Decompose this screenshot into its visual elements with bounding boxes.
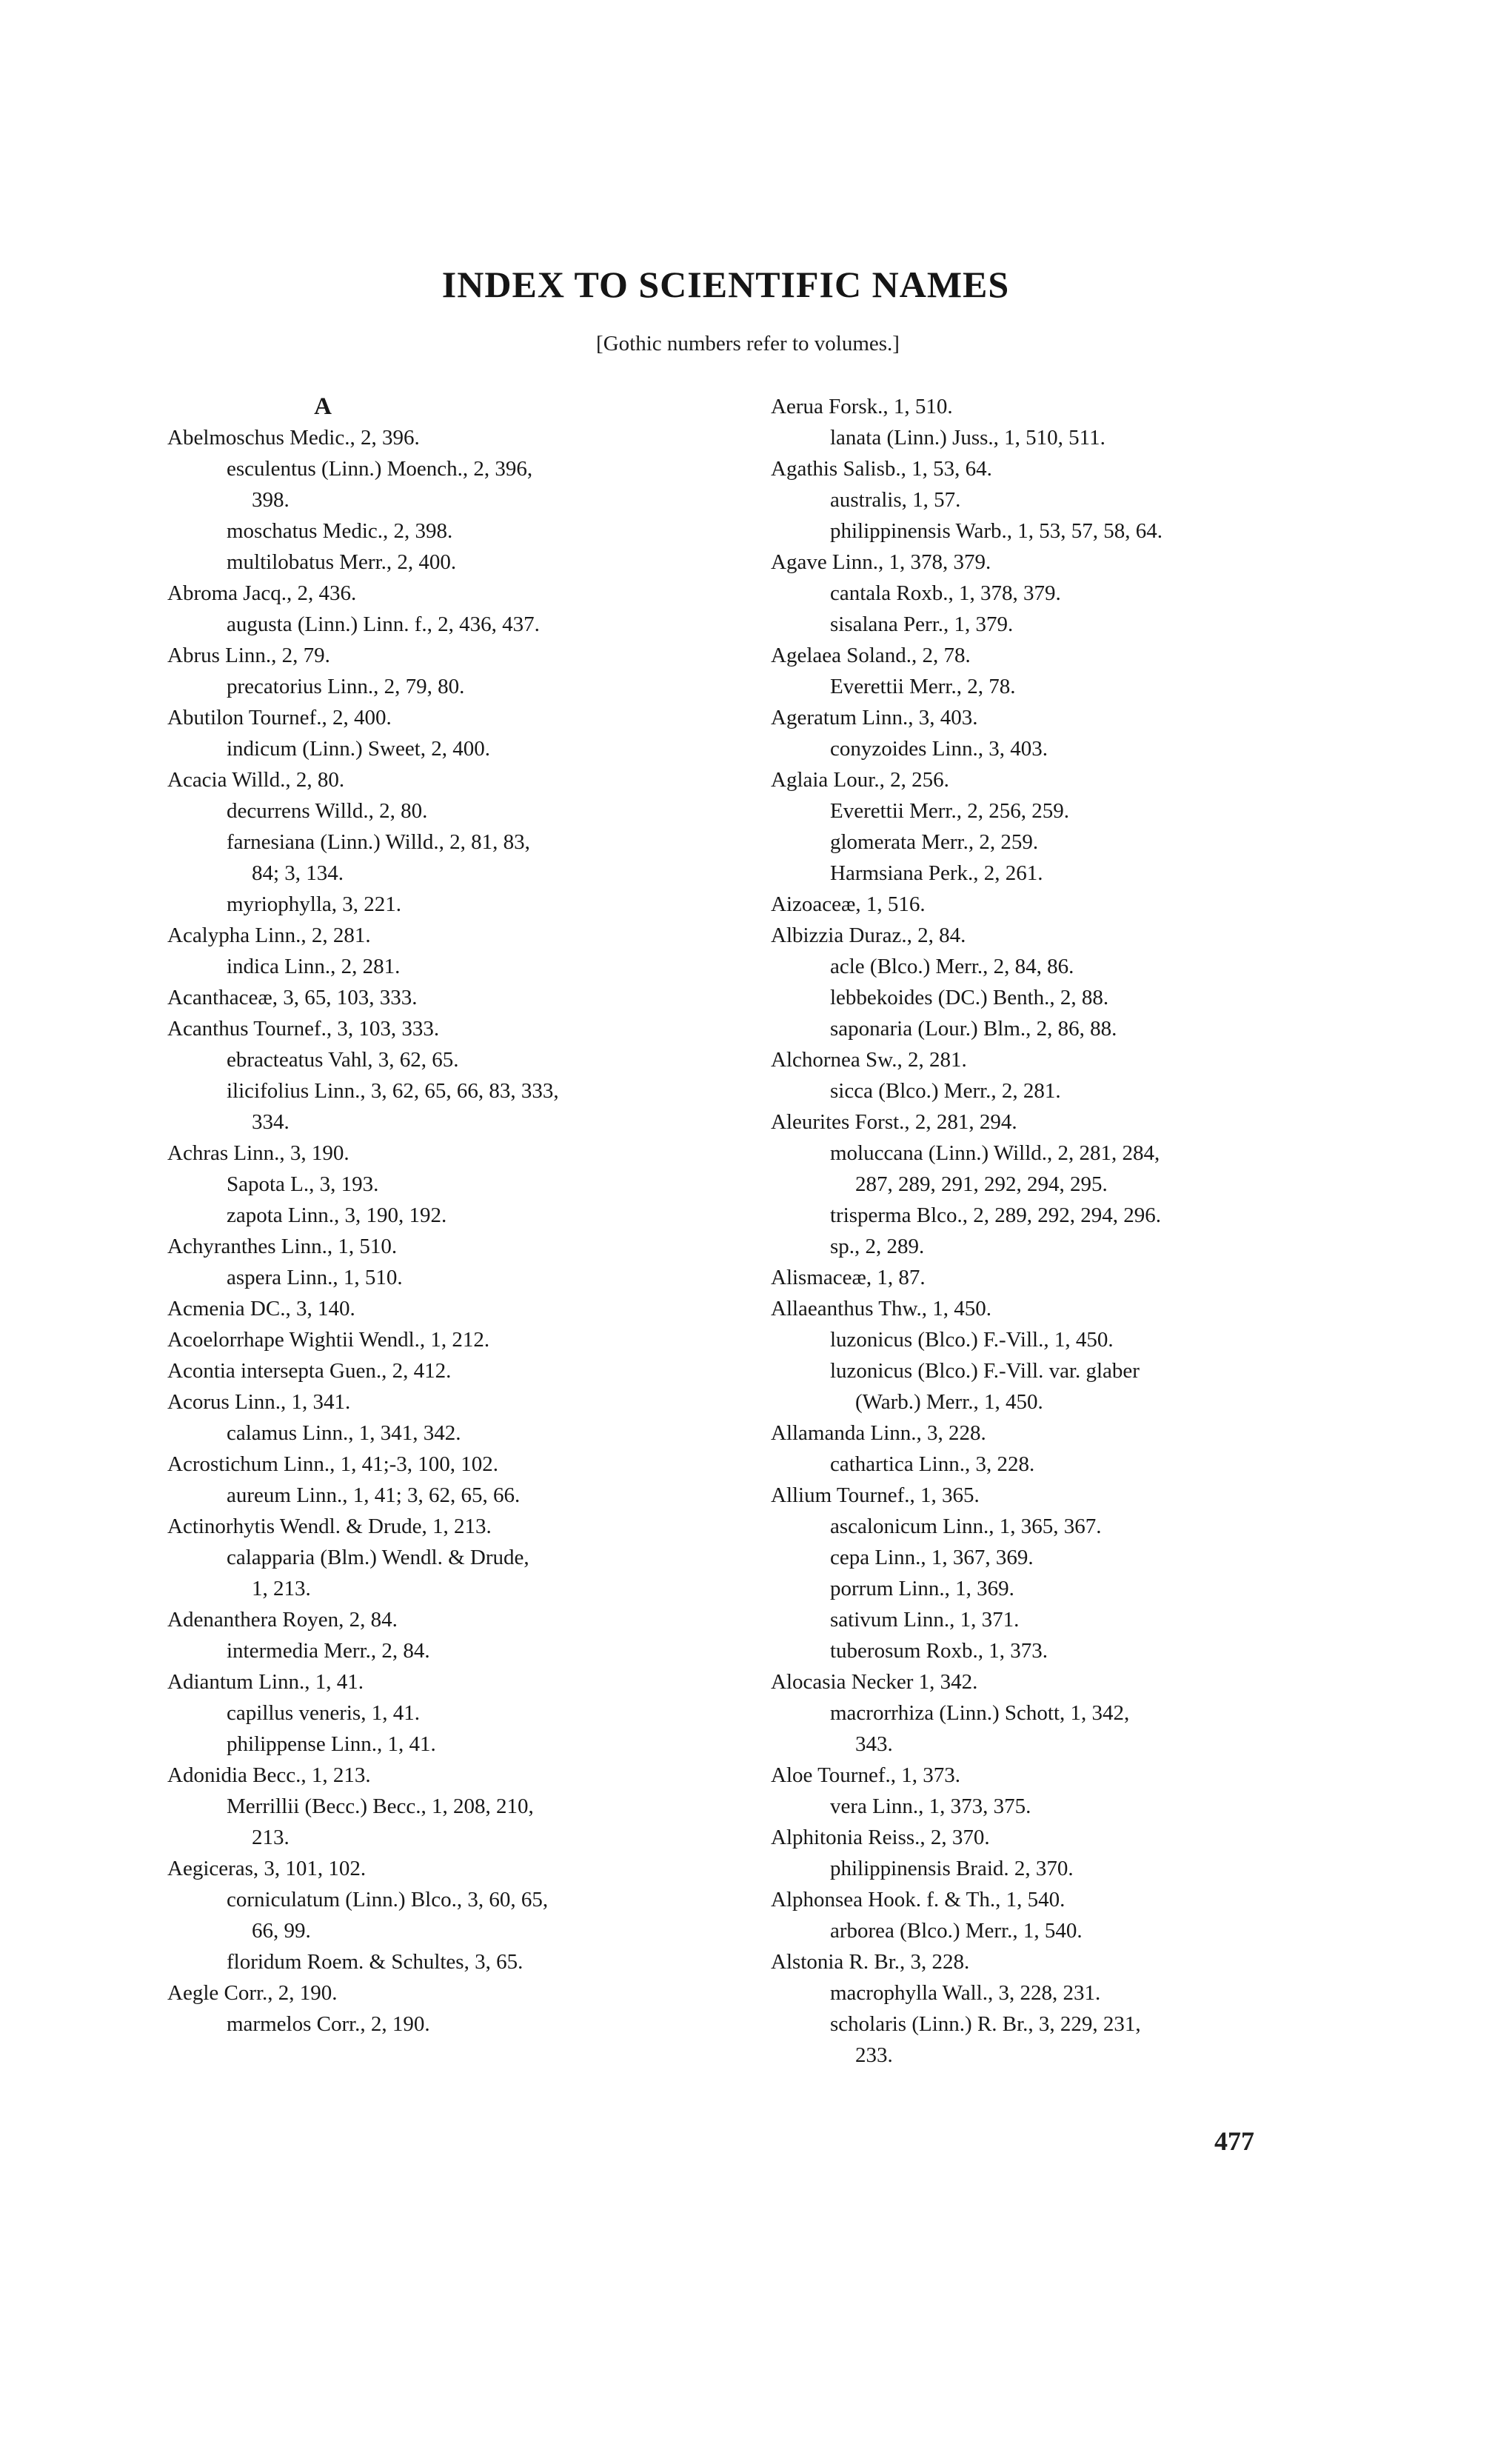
index-entry: Abrus Linn., 2, 79. — [167, 644, 330, 667]
index-entry: Acoelorrhape Wightii Wendl., 1, 212. — [167, 1328, 490, 1352]
index-entry: Aizoaceæ, 1, 516. — [771, 892, 926, 916]
index-entry: Alphonsea Hook. f. & Th., 1, 540. — [771, 1888, 1066, 1912]
index-subentry: Harmsiana Perk., 2, 261. — [830, 861, 1043, 885]
index-entry: Abroma Jacq., 2, 436. — [167, 581, 357, 605]
index-entry: Acrostichum Linn., 1, 41;-3, 100, 102. — [167, 1452, 499, 1476]
index-subentry: indicum (Linn.) Sweet, 2, 400. — [227, 737, 491, 761]
index-entry: Abutilon Tournef., 2, 400. — [167, 706, 392, 729]
page-number: 477 — [1214, 2126, 1254, 2156]
index-subentry: marmelos Corr., 2, 190. — [227, 2012, 430, 2036]
index-continuation: 84; 3, 134. — [252, 861, 344, 885]
index-subentry: precatorius Linn., 2, 79, 80. — [227, 675, 465, 698]
index-subentry: corniculatum (Linn.) Blco., 3, 60, 65, — [227, 1888, 549, 1912]
index-column-right — [771, 391, 1378, 2071]
section-letter: A — [314, 393, 332, 420]
page-subtitle: [Gothic numbers refer to volumes.] — [596, 332, 900, 355]
index-subentry: indica Linn., 2, 281. — [227, 955, 401, 978]
index-subentry: sp., 2, 289. — [830, 1235, 925, 1258]
index-subentry: esculentus (Linn.) Moench., 2, 396, — [227, 457, 533, 481]
index-entry: Actinorhytis Wendl. & Drude, 1, 213. — [167, 1515, 492, 1538]
index-subentry: moluccana (Linn.) Willd., 2, 281, 284, — [830, 1141, 1160, 1165]
index-subentry: australis, 1, 57. — [830, 488, 961, 512]
index-subentry: decurrens Willd., 2, 80. — [227, 799, 428, 823]
index-subentry: myriophylla, 3, 221. — [227, 892, 402, 916]
index-subentry: macrorrhiza (Linn.) Schott, 1, 342, — [830, 1701, 1130, 1725]
index-entry: Aegle Corr., 2, 190. — [167, 1981, 338, 2005]
index-entry: Allamanda Linn., 3, 228. — [771, 1421, 986, 1445]
index-subentry: ebracteatus Vahl, 3, 62, 65. — [227, 1048, 459, 1072]
index-continuation: 343. — [855, 1732, 893, 1756]
index-subentry: cepa Linn., 1, 367, 369. — [830, 1546, 1034, 1569]
index-subentry: saponaria (Lour.) Blm., 2, 86, 88. — [830, 1017, 1117, 1041]
index-subentry: Everettii Merr., 2, 78. — [830, 675, 1016, 698]
index-entry: Albizzia Duraz., 2, 84. — [771, 924, 966, 947]
index-subentry: moschatus Medic., 2, 398. — [227, 519, 453, 543]
index-entry: Acanthaceæ, 3, 65, 103, 333. — [167, 986, 418, 1009]
index-subentry: calapparia (Blm.) Wendl. & Drude, — [227, 1546, 529, 1569]
index-entry: Alchornea Sw., 2, 281. — [771, 1048, 967, 1072]
index-subentry: cantala Roxb., 1, 378, 379. — [830, 581, 1061, 605]
index-entry: Acalypha Linn., 2, 281. — [167, 924, 371, 947]
index-entry: Alphitonia Reiss., 2, 370. — [771, 1826, 990, 1849]
index-entry: Abelmoschus Medic., 2, 396. — [167, 426, 420, 450]
index-subentry: tuberosum Roxb., 1, 373. — [830, 1639, 1048, 1663]
page-title: INDEX TO SCIENTIFIC NAMES — [441, 264, 1010, 305]
index-continuation: 66, 99. — [252, 1919, 311, 1943]
index-subentry: intermedia Merr., 2, 84. — [227, 1639, 430, 1663]
index-entry: Adonidia Becc., 1, 213. — [167, 1763, 371, 1787]
index-column-left — [167, 391, 767, 2040]
index-entry: Alstonia R. Br., 3, 228. — [771, 1950, 970, 1974]
index-entry: Ageratum Linn., 3, 403. — [771, 706, 978, 729]
index-subentry: porrum Linn., 1, 369. — [830, 1577, 1014, 1600]
index-subentry: luzonicus (Blco.) F.-Vill. var. glaber — [830, 1359, 1140, 1383]
index-continuation: 233. — [855, 2043, 893, 2067]
index-subentry: augusta (Linn.) Linn. f., 2, 436, 437. — [227, 612, 540, 636]
index-entry: Aerua Forsk., 1, 510. — [771, 395, 953, 418]
index-subentry: Sapota L., 3, 193. — [227, 1172, 379, 1196]
index-entry: Agelaea Soland., 2, 78. — [771, 644, 971, 667]
index-entry: Achyranthes Linn., 1, 510. — [167, 1235, 398, 1258]
index-entry: Alismaceæ, 1, 87. — [771, 1266, 926, 1289]
index-entry: Aleurites Forst., 2, 281, 294. — [771, 1110, 1017, 1134]
index-continuation: 398. — [252, 488, 290, 512]
index-subentry: lebbekoides (DC.) Benth., 2, 88. — [830, 986, 1109, 1009]
index-continuation: 334. — [252, 1110, 290, 1134]
index-subentry: cathartica Linn., 3, 228. — [830, 1452, 1035, 1476]
index-subentry: multilobatus Merr., 2, 400. — [227, 550, 457, 574]
index-entry: Allaeanthus Thw., 1, 450. — [771, 1297, 992, 1321]
index-entry: Acacia Willd., 2, 80. — [167, 768, 345, 792]
index-entry: Aloe Tournef., 1, 373. — [771, 1763, 960, 1787]
index-continuation: 1, 213. — [252, 1577, 311, 1600]
index-subentry: Merrillii (Becc.) Becc., 1, 208, 210, — [227, 1794, 534, 1818]
index-subentry: glomerata Merr., 2, 259. — [830, 830, 1039, 854]
index-subentry: sisalana Perr., 1, 379. — [830, 612, 1014, 636]
index-entry: Agathis Salisb., 1, 53, 64. — [771, 457, 992, 481]
index-subentry: philippense Linn., 1, 41. — [227, 1732, 436, 1756]
index-entry: Aglaia Lour., 2, 256. — [771, 768, 949, 792]
index-subentry: scholaris (Linn.) R. Br., 3, 229, 231, — [830, 2012, 1141, 2036]
index-subentry: lanata (Linn.) Juss., 1, 510, 511. — [830, 426, 1105, 450]
index-subentry: farnesiana (Linn.) Willd., 2, 81, 83, — [227, 830, 530, 854]
index-subentry: aspera Linn., 1, 510. — [227, 1266, 403, 1289]
index-entry: Acmenia DC., 3, 140. — [167, 1297, 355, 1321]
index-continuation: (Warb.) Merr., 1, 450. — [855, 1390, 1043, 1414]
index-subentry: acle (Blco.) Merr., 2, 84, 86. — [830, 955, 1074, 978]
index-subentry: vera Linn., 1, 373, 375. — [830, 1794, 1031, 1818]
index-continuation: 213. — [252, 1826, 290, 1849]
index-entry: Allium Tournef., 1, 365. — [771, 1483, 980, 1507]
index-entry: Acorus Linn., 1, 341. — [167, 1390, 351, 1414]
index-subentry: macrophylla Wall., 3, 228, 231. — [830, 1981, 1101, 2005]
index-subentry: arborea (Blco.) Merr., 1, 540. — [830, 1919, 1083, 1943]
index-subentry: capillus veneris, 1, 41. — [227, 1701, 420, 1725]
index-subentry: philippinensis Braid. 2, 370. — [830, 1857, 1074, 1880]
index-subentry: luzonicus (Blco.) F.-Vill., 1, 450. — [830, 1328, 1114, 1352]
index-subentry: Everettii Merr., 2, 256, 259. — [830, 799, 1069, 823]
index-entry: Aegiceras, 3, 101, 102. — [167, 1857, 367, 1880]
index-subentry: ilicifolius Linn., 3, 62, 65, 66, 83, 333, — [227, 1079, 559, 1103]
index-entry: Acontia intersepta Guen., 2, 412. — [167, 1359, 452, 1383]
index-entry: Adenanthera Royen, 2, 84. — [167, 1608, 398, 1632]
index-subentry: sativum Linn., 1, 371. — [830, 1608, 1020, 1632]
index-subentry: ascalonicum Linn., 1, 365, 367. — [830, 1515, 1102, 1538]
index-subentry: conyzoides Linn., 3, 403. — [830, 737, 1048, 761]
index-continuation: 287, 289, 291, 292, 294, 295. — [855, 1172, 1108, 1196]
index-entry: Agave Linn., 1, 378, 379. — [771, 550, 991, 574]
index-subentry: trisperma Blco., 2, 289, 292, 294, 296. — [830, 1203, 1162, 1227]
index-subentry: zapota Linn., 3, 190, 192. — [227, 1203, 447, 1227]
index-entry: Acanthus Tournef., 3, 103, 333. — [167, 1017, 440, 1041]
index-entry: Achras Linn., 3, 190. — [167, 1141, 349, 1165]
index-subentry: philippinensis Warb., 1, 53, 57, 58, 64. — [830, 519, 1163, 543]
index-entry: Adiantum Linn., 1, 41. — [167, 1670, 364, 1694]
index-subentry: sicca (Blco.) Merr., 2, 281. — [830, 1079, 1061, 1103]
index-entry: Alocasia Necker 1, 342. — [771, 1670, 978, 1694]
index-subentry: calamus Linn., 1, 341, 342. — [227, 1421, 461, 1445]
index-subentry: aureum Linn., 1, 41; 3, 62, 65, 66. — [227, 1483, 521, 1507]
index-subentry: floridum Roem. & Schultes, 3, 65. — [227, 1950, 523, 1974]
